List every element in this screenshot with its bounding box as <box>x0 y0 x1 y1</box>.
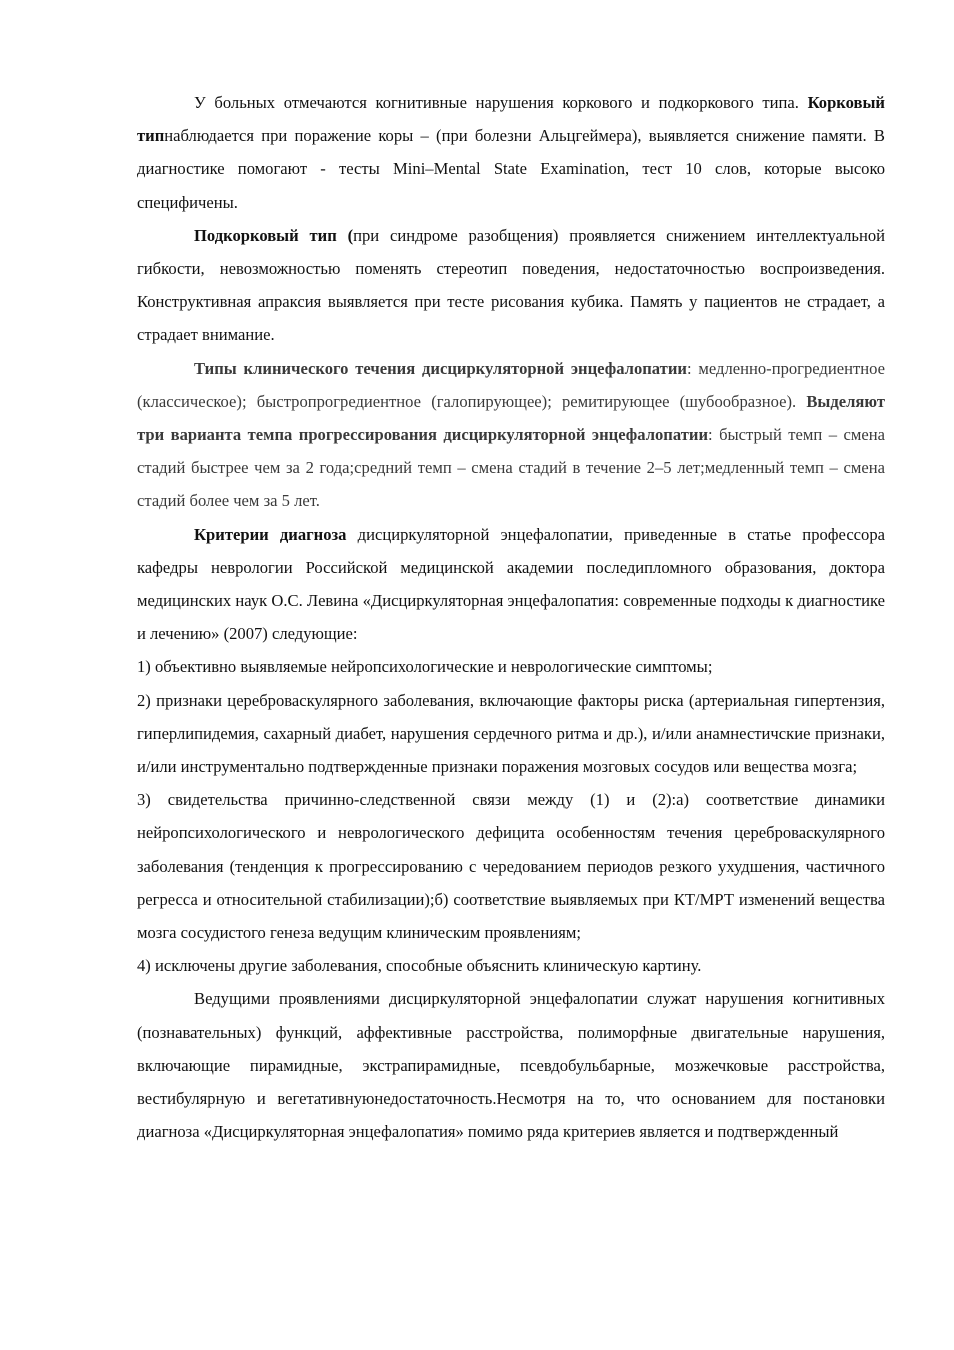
text: : медленно-прогредиентное (классическое); быстропрогредиентное (галопирующее); ремитирующее (шубообразное). <box>137 358 885 411</box>
bold-term-criteria: Критерии диагноза <box>194 524 347 544</box>
paragraph-clinical-course <box>137 352 885 518</box>
bold-term-course-types: Типы клинического течения дисциркуляторной энцефалопатии <box>194 358 687 378</box>
paragraph-manifestations: Ведущими проявлениями дисциркуляторной энцефалопатии служат нарушения когнитивных (познавательных) функций, аффективные расстройства, полиморфные двигательные нарушения, включающие пирамидные, экстрапирамидные, псевдобульбарные, мозжечковые расстройства, вестибулярную и вегетативнуюнедостаточность.Несмотря на то, что основанием для постановки диагноза «Дисциркуляторная энцефалопатия» помимо ряда критериев является и подтвержденный <box>137 989 885 1142</box>
bold-term-subcortical: Подкорковый тип ( <box>194 225 354 245</box>
paragraph-subcortical <box>137 219 885 352</box>
text: : быстрый темп – смена стадий быстрее чем за 2 года;средний темп – смена стадий в течение 2–5 лет;медленный темп – смена стадий более чем за 5 лет. <box>137 425 885 511</box>
text: дисциркуляторной энцефалопатии, приведенные в статье профессора кафедры неврологии Российской медицинской академии последипломного образования, доктора медицинских наук О.С. Левина «Дисциркуляторная энцефалопатия: современные подходы к диагностике и лечению» (2007) следующие: <box>137 524 886 644</box>
bold-term-cortical: Корковый тип <box>137 93 885 146</box>
list-item: 4) исключены другие заболевания, способные объяснить клиническую картину. <box>137 956 702 976</box>
text: при синдроме разобщения) проявляется снижением интеллектуальной гибкости, невозможностью поменять стереотип поведения, недостаточностью воспроизведения. Конструктивная апраксия выявляется при тесте рисования кубика. Память у пациентов не страдает, а страдает внимание. <box>137 225 885 345</box>
paragraph-cognitive-types <box>137 86 885 219</box>
text: наблюдается при поражение коры – (при болезни Альцгеймера), выявляется снижение памяти. В диагностике помогают - тесты Mini–Mental State Examination, тест 10 слов, которые высоко специфичены. <box>137 126 885 212</box>
list-item: 3) свидетельства причинно-следственной связи между (1) и (2):а) соответствие динамики нейропсихологического и неврологического дефицита особенностям течения цереброваскулярного заболевания (тенденция к прогрессированию с чередованием периодов резкого ухудшения, частичного регресса и относительной стабилизации);б) соответствие выявляемых при КТ/МРТ изменений вещества мозга сосудистого генеза ведущим клиническим проявлениям; <box>137 790 885 943</box>
bold-term-progression: Выделяют три варианта темпа прогрессирования дисциркуляторной энцефалопатии <box>137 391 885 445</box>
list-item: 2) признаки цереброваскулярного заболевания, включающие факторы риска (артериальная гипертензия, гиперлипидемия, сахарный диабет, нарушения сердечного ритма и др.), и/или анамнестичские признаки, и/или инструментально подтвержденные признаки поражения мозговых сосудов или вещества мозга; <box>137 690 885 777</box>
text: У больных отмечаются когнитивные нарушения коркового и подкоркового типа. <box>194 93 808 112</box>
paragraph-diagnosis-criteria <box>137 518 885 651</box>
list-item: 1) объективно выявляемые нейропсихологические и неврологические симптомы; <box>137 657 713 677</box>
document-page <box>137 86 885 1149</box>
